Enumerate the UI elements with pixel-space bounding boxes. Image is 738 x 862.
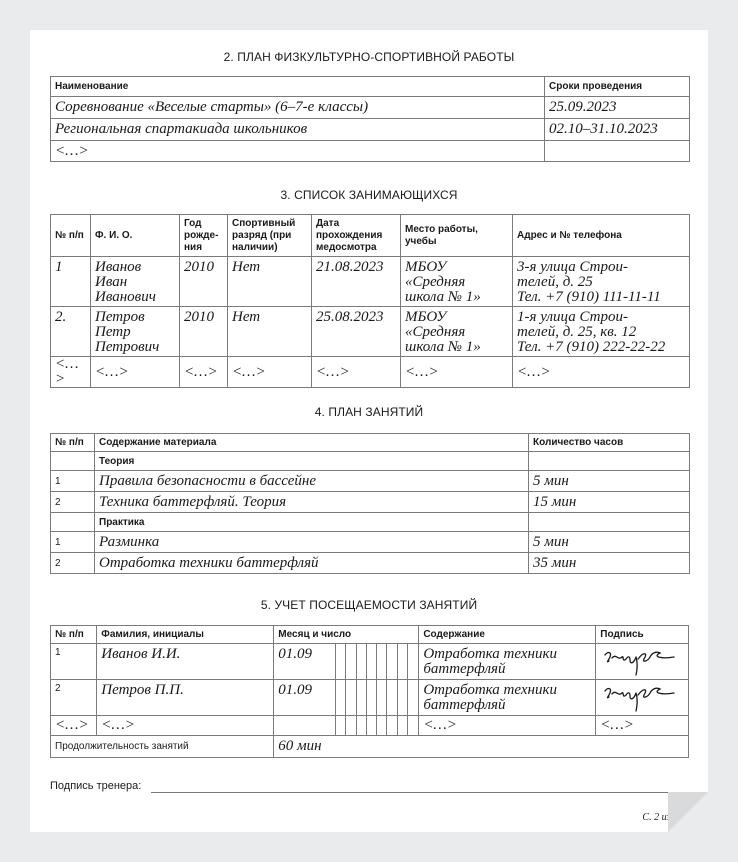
place-line: «Средняя [405, 274, 466, 290]
place-cell [401, 307, 513, 357]
practice-label: Практика [95, 513, 529, 532]
duration-label: Продолжительность занятий [51, 736, 274, 758]
content-line: баттерфляй [423, 661, 506, 677]
first-name: Петр [95, 324, 131, 340]
lesson-hours: 15 мин [529, 492, 690, 513]
table-row [51, 97, 690, 119]
header-name: Наименование [51, 77, 545, 97]
attendance-table [50, 625, 689, 758]
student-name: Петров П.П. [97, 680, 274, 716]
section-4-title: 4. ПЛАН ЗАНЯТИЙ [314, 405, 424, 419]
event-dates: 02.10–31.10.2023 [545, 119, 690, 141]
address-cell [513, 257, 690, 307]
ellipsis-cell: <…> [596, 716, 689, 736]
lesson-hours: 5 мин [529, 471, 690, 492]
birth-year: 2010 [180, 257, 228, 307]
table-row [51, 471, 690, 492]
ellipsis-cell: <…> [51, 141, 545, 162]
day-cell [407, 680, 418, 716]
day-cell [397, 680, 407, 716]
header-num: № п/п [51, 215, 91, 257]
address-line: телей, д. 25, кв. 12 [517, 324, 637, 340]
attendance-content [419, 680, 596, 716]
day-cell [346, 680, 356, 716]
lesson-content: Разминка [95, 532, 529, 553]
header-num: № п/п [51, 626, 97, 644]
sport-rank: Нет [228, 307, 312, 357]
place-line: МБОУ [405, 309, 447, 325]
empty-cell [274, 716, 336, 736]
day-cell [356, 680, 366, 716]
phone-line: Тел. +7 (910) 111-11-11 [517, 289, 661, 305]
page-fold-corner [668, 792, 708, 832]
attendance-date: 01.09 [274, 644, 336, 680]
lesson-content: Техника баттерфляй. Теория [95, 492, 529, 513]
participants-table [50, 214, 690, 388]
day-cell [407, 644, 418, 680]
first-name: Иван [95, 274, 128, 290]
table-row [51, 553, 690, 574]
header-address: Адрес и № телефона [513, 215, 690, 257]
header-month-day: Месяц и число [274, 626, 419, 644]
header-hours: Количество часов [529, 434, 690, 452]
med-date: 21.08.2023 [312, 257, 401, 307]
lesson-hours: 5 мин [529, 532, 690, 553]
event-dates: 25.09.2023 [545, 97, 690, 119]
address-line: телей, д. 25 [517, 274, 593, 290]
place-cell [401, 257, 513, 307]
section-2-title: 2. ПЛАН ФИЗКУЛЬТУРНО-СПОРТИВНОЙ РАБОТЫ [223, 50, 515, 64]
ellipsis-cell: <…> [513, 357, 690, 388]
header-rank: Спортивный разряд (при наличии) [228, 215, 312, 257]
place-line: школа № 1» [405, 289, 481, 305]
duration-value: 60 мин [274, 736, 689, 758]
content-line: баттерфляй [423, 697, 506, 713]
day-cell [366, 644, 376, 680]
birth-year: 2010 [180, 307, 228, 357]
day-cell [387, 680, 397, 716]
row-num: 2 [51, 553, 95, 574]
section-5-title: 5. УЧЕТ ПОСЕЩАЕМОСТИ ЗАНЯТИЙ [260, 598, 478, 612]
ellipsis-cell: <…> [51, 716, 97, 736]
patronymic: Петрович [95, 339, 160, 355]
table-row [51, 257, 690, 307]
lesson-hours: 35 мин [529, 553, 690, 574]
row-num: 2 [51, 680, 97, 716]
day-cell [377, 680, 387, 716]
duration-row [51, 736, 689, 758]
header-dates: Сроки проведения [545, 77, 690, 97]
place-line: «Средняя [405, 324, 466, 340]
ellipsis-cell: <…> [91, 357, 180, 388]
header-num: № п/п [51, 434, 95, 452]
handwritten-signature [600, 683, 678, 713]
ellipsis-cell: <…> [419, 716, 596, 736]
page-number: С. 2 из 4 [642, 812, 678, 823]
table-row [51, 141, 690, 162]
day-cell [346, 716, 356, 736]
patronymic: Иванович [95, 289, 156, 305]
surname: Петров [95, 309, 145, 325]
day-cell [346, 644, 356, 680]
table-row [51, 716, 689, 736]
day-cell [356, 716, 366, 736]
day-cell [387, 644, 397, 680]
day-cell [336, 644, 346, 680]
table-row [51, 357, 690, 388]
table-row [51, 644, 689, 680]
lesson-plan-table [50, 433, 690, 574]
day-cell [336, 716, 346, 736]
row-num: 1 [51, 532, 95, 553]
attendance-date: 01.09 [274, 680, 336, 716]
surname: Иванов [95, 259, 142, 275]
lesson-content: Правила безопасности в бассейне [95, 471, 529, 492]
fio-cell [91, 307, 180, 357]
address-line: 1-я улица Строи- [517, 309, 628, 325]
signature-cell [596, 644, 689, 680]
header-med-date: Дата прохождения медосмотра [312, 215, 401, 257]
sport-plan-table [50, 76, 690, 162]
header-year: Год рожде-ния [180, 215, 228, 257]
header-name: Фамилия, инициалы [97, 626, 274, 644]
trainer-signature-line [151, 792, 688, 793]
place-line: МБОУ [405, 259, 447, 275]
document-page [30, 30, 708, 832]
ellipsis-cell: <…> [228, 357, 312, 388]
day-cell [377, 644, 387, 680]
attendance-content [419, 644, 596, 680]
lesson-content: Отработка техники баттерфляй [95, 553, 529, 574]
section-3-title: 3. СПИСОК ЗАНИМАЮЩИХСЯ [280, 188, 458, 202]
table-row [51, 307, 690, 357]
ellipsis-cell: <…> [401, 357, 513, 388]
place-line: школа № 1» [405, 339, 481, 355]
med-date: 25.08.2023 [312, 307, 401, 357]
day-cell [336, 680, 346, 716]
day-cell [397, 644, 407, 680]
subheader-row [51, 452, 690, 471]
day-cell [397, 716, 407, 736]
row-num: 2. [51, 307, 91, 357]
address-cell [513, 307, 690, 357]
ellipsis-cell: <…> [97, 716, 274, 736]
subheader-row [51, 513, 690, 532]
table-row [51, 492, 690, 513]
ellipsis-cell: <…> [312, 357, 401, 388]
address-line: 3-я улица Строи- [517, 259, 628, 275]
theory-label: Теория [95, 452, 529, 471]
event-name: Соревнование «Веселые старты» (6–7-е классы) [51, 97, 545, 119]
day-cell [356, 644, 366, 680]
signature-cell [596, 680, 689, 716]
day-cell [366, 680, 376, 716]
trainer-signature-label: Подпись тренера: [50, 780, 142, 792]
header-signature: Подпись [596, 626, 689, 644]
day-cell [377, 716, 387, 736]
content-line: Отработка техники [423, 682, 557, 698]
row-num: 1 [51, 471, 95, 492]
row-num: 1 [51, 257, 91, 307]
ellipsis-cell: <…> [51, 357, 91, 388]
day-cell [387, 716, 397, 736]
fio-cell [91, 257, 180, 307]
header-fio: Ф. И. О. [91, 215, 180, 257]
student-name: Иванов И.И. [97, 644, 274, 680]
row-num: 2 [51, 492, 95, 513]
event-name: Региональная спартакиада школьников [51, 119, 545, 141]
handwritten-signature [600, 647, 678, 677]
header-content: Содержание [419, 626, 596, 644]
day-cell [366, 716, 376, 736]
content-line: Отработка техники [423, 646, 557, 662]
header-content: Содержание материала [95, 434, 529, 452]
table-row [51, 532, 690, 553]
sport-rank: Нет [228, 257, 312, 307]
row-num: 1 [51, 644, 97, 680]
phone-line: Тел. +7 (910) 222-22-22 [517, 339, 666, 355]
header-place: Место работы, учебы [401, 215, 513, 257]
table-row [51, 680, 689, 716]
table-row [51, 119, 690, 141]
ellipsis-cell: <…> [180, 357, 228, 388]
day-cell [407, 716, 418, 736]
empty-cell [545, 141, 690, 162]
